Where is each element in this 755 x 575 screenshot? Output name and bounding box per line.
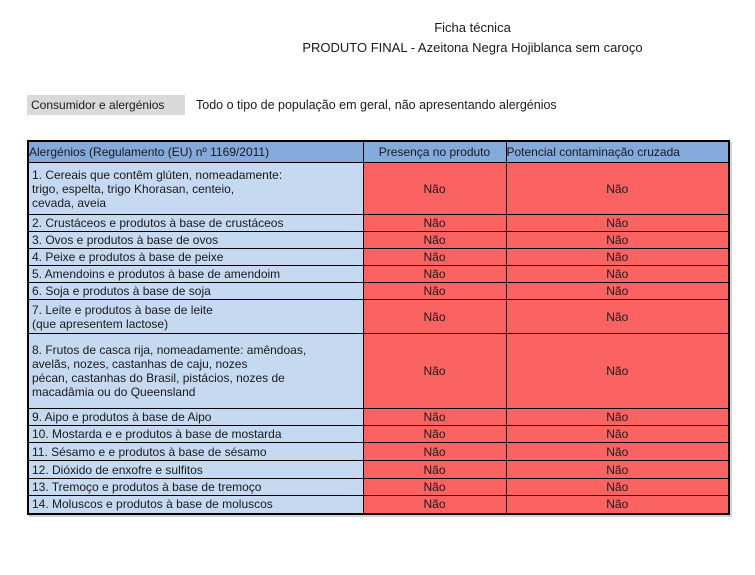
table-row (28, 479, 729, 496)
presence-cell[interactable]: Não (363, 479, 506, 496)
product-title: PRODUTO FINAL - Azeitona Negra Hojiblanca sem caroço (302, 40, 643, 55)
cross-contamination-cell[interactable]: Não (506, 496, 729, 514)
cross-contamination-cell[interactable]: Não (506, 300, 729, 334)
table-row (28, 163, 729, 215)
allergens-table (27, 140, 730, 515)
allergen-cell[interactable]: 14. Moluscos e produtos à base de moluscos (28, 496, 363, 514)
allergen-cell[interactable]: 12. Dióxido de enxofre e sulfitos (28, 461, 363, 479)
cross-contamination-cell[interactable]: Não (506, 266, 729, 283)
allergen-cell[interactable]: 6. Soja e produtos à base de soja (28, 283, 363, 300)
cross-contamination-cell[interactable]: Não (506, 163, 729, 215)
cross-contamination-cell[interactable]: Não (506, 249, 729, 266)
table-row (28, 409, 729, 426)
document-title: Ficha técnica (434, 20, 511, 35)
allergen-cell[interactable]: 8. Frutos de casca rija, nomeadamente: amêndoas, avelãs, nozes, castanhas de caju, nozes pécan, castanhas do Brasil, pistácios, nozes de macadâmia ou do Queensland (28, 334, 363, 409)
allergen-cell[interactable]: 4. Peixe e produtos à base de peixe (28, 249, 363, 266)
presence-cell[interactable]: Não (363, 266, 506, 283)
title-block (190, 20, 755, 56)
table-row (28, 443, 729, 461)
allergen-cell[interactable]: 13. Tremoço e produtos à base de tremoço (28, 479, 363, 496)
cross-contamination-cell[interactable]: Não (506, 334, 729, 409)
presence-cell[interactable]: Não (363, 215, 506, 232)
presence-cell[interactable]: Não (363, 443, 506, 461)
presence-cell[interactable]: Não (363, 232, 506, 249)
presence-cell[interactable]: Não (363, 163, 506, 215)
cross-contamination-cell[interactable]: Não (506, 461, 729, 479)
allergen-cell[interactable]: 1. Cereais que contêm glúten, nomeadamente: trigo, espelta, trigo Khorasan, centeio, cevada, aveia (28, 163, 363, 215)
table-row (28, 334, 729, 409)
allergen-cell[interactable]: 10. Mostarda e e produtos à base de mostarda (28, 426, 363, 443)
table-row (28, 232, 729, 249)
consumer-allergen-section (27, 95, 557, 115)
table-row (28, 249, 729, 266)
table-row (28, 496, 729, 514)
cross-contamination-cell[interactable]: Não (506, 283, 729, 300)
allergen-cell[interactable]: 5. Amendoins e produtos à base de amendoim (28, 266, 363, 283)
presence-cell[interactable]: Não (363, 461, 506, 479)
header-allergens[interactable]: Alergénios (Regulamento (EU) nº 1169/2011) (28, 141, 363, 163)
presence-cell[interactable]: Não (363, 409, 506, 426)
cross-contamination-cell[interactable]: Não (506, 426, 729, 443)
section-description[interactable]: Todo o tipo de população em geral, não apresentando alergénios (196, 98, 557, 112)
table-row (28, 266, 729, 283)
allergen-cell[interactable]: 2. Crustáceos e produtos à base de crustáceos (28, 215, 363, 232)
section-label[interactable]: Consumidor e alergénios (27, 95, 185, 115)
table-row (28, 461, 729, 479)
cross-contamination-cell[interactable]: Não (506, 232, 729, 249)
presence-cell[interactable]: Não (363, 300, 506, 334)
presence-cell[interactable]: Não (363, 283, 506, 300)
presence-cell[interactable]: Não (363, 426, 506, 443)
allergen-cell[interactable]: 11. Sésamo e e produtos à base de sésamo (28, 443, 363, 461)
table-row (28, 215, 729, 232)
cross-contamination-cell[interactable]: Não (506, 215, 729, 232)
allergen-cell[interactable]: 3. Ovos e produtos à base de ovos (28, 232, 363, 249)
cross-contamination-cell[interactable]: Não (506, 479, 729, 496)
presence-cell[interactable]: Não (363, 334, 506, 409)
table-row (28, 426, 729, 443)
table-row (28, 283, 729, 300)
presence-cell[interactable]: Não (363, 496, 506, 514)
table-header-row (28, 141, 729, 163)
header-cross-contamination[interactable]: Potencial contaminação cruzada (506, 141, 729, 163)
allergen-cell[interactable]: 7. Leite e produtos à base de leite (que apresentem lactose) (28, 300, 363, 334)
presence-cell[interactable]: Não (363, 249, 506, 266)
cross-contamination-cell[interactable]: Não (506, 409, 729, 426)
header-presence[interactable]: Presença no produto (363, 141, 506, 163)
allergen-cell[interactable]: 9. Aipo e produtos à base de Aipo (28, 409, 363, 426)
table-row (28, 300, 729, 334)
cross-contamination-cell[interactable]: Não (506, 443, 729, 461)
